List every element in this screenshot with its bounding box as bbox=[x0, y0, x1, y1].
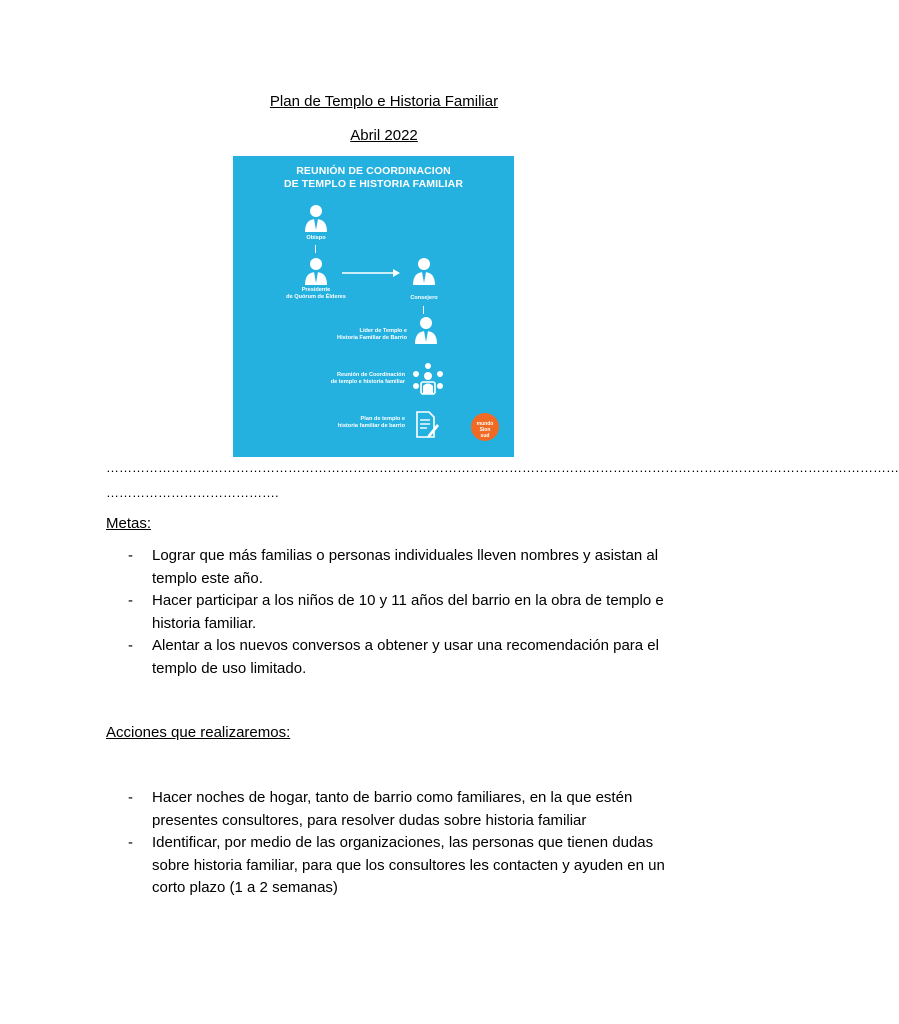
document-title: Plan de Templo e Historia Familiar bbox=[269, 93, 499, 110]
list-dash: - bbox=[128, 789, 133, 806]
action-item bbox=[106, 787, 666, 832]
list-dash: - bbox=[128, 547, 133, 564]
goals-list bbox=[106, 545, 666, 680]
leader-label-line2: Historia Familiar de Barrio bbox=[337, 335, 407, 341]
dotted-separator-line2: …………………………………. bbox=[106, 485, 279, 500]
elders-president-label-line2: de Quórum de Élderes bbox=[286, 294, 346, 300]
action-item-text: Identificar, por medio de las organizaciones, las personas que tienen dudas sobre historia familiar, para que los consultores les contacten y ayuden en un corto plazo (1 a 2 semanas) bbox=[152, 834, 665, 896]
actions-list bbox=[106, 787, 666, 900]
actions-heading: Acciones que realizaremos: bbox=[106, 724, 291, 741]
logo-line2: Sion bbox=[479, 427, 491, 433]
arrow-right-icon bbox=[341, 268, 401, 278]
mundo-sion-logo bbox=[471, 413, 499, 441]
counselor-connector bbox=[423, 306, 424, 314]
coordination-infographic bbox=[233, 156, 514, 457]
plan-label-line1: Plan de templo e bbox=[360, 416, 405, 422]
goal-item bbox=[106, 545, 666, 590]
meeting-label bbox=[293, 372, 405, 386]
meeting-table-icon bbox=[411, 362, 445, 396]
list-dash: - bbox=[128, 834, 133, 851]
list-dash: - bbox=[128, 637, 133, 654]
elders-president-label-line1: Presidente bbox=[301, 287, 331, 293]
dotted-separator-line1: ………………………………………………………………………………………………………………………………………………………………… bbox=[106, 460, 899, 475]
plan-document-icon bbox=[415, 410, 439, 440]
bishop-connector bbox=[315, 245, 316, 253]
goal-item-text: Lograr que más familias o personas individuales lleven nombres y asistan al templo este año. bbox=[152, 547, 659, 587]
goal-item bbox=[106, 590, 666, 635]
plan-label-line2: historia familiar de barrio bbox=[337, 423, 405, 429]
elders-president-person-icon bbox=[303, 257, 329, 285]
meeting-label-line1: Reunión de Coordinación bbox=[336, 372, 405, 378]
plan-label bbox=[293, 416, 405, 430]
bishop-label: Obispo bbox=[306, 235, 326, 241]
counselor-label: Consejero bbox=[410, 295, 438, 301]
infographic-title bbox=[233, 165, 514, 191]
counselor-person-icon bbox=[411, 257, 437, 285]
leader-label-line1: Líder de Templo e bbox=[359, 328, 407, 334]
goal-item-text: Alentar a los nuevos conversos a obtener y usar una recomendación para el templo de uso limitado. bbox=[152, 637, 659, 677]
goal-item-text: Hacer participar a los niños de 10 y 11 años del barrio en la obra de templo e historia familiar. bbox=[152, 592, 664, 632]
action-item-text: Hacer noches de hogar, tanto de barrio como familiares, en la que estén presentes consultores, para resolver dudas sobre historia familiar bbox=[152, 789, 633, 829]
logo-line1: mundo bbox=[476, 421, 494, 427]
logo-line3: sud bbox=[480, 433, 490, 439]
list-dash: - bbox=[128, 592, 133, 609]
bishop-person-icon bbox=[303, 204, 329, 232]
leader-person-icon bbox=[413, 316, 439, 344]
elders-president-label bbox=[263, 287, 369, 301]
goal-item bbox=[106, 635, 666, 680]
meeting-label-line2: de templo e historia familiar bbox=[330, 379, 405, 385]
goals-heading: Metas: bbox=[106, 515, 152, 532]
document-date: Abril 2022 bbox=[350, 127, 418, 144]
infographic-title-line2: DE TEMPLO E HISTORIA FAMILIAR bbox=[283, 178, 464, 190]
infographic-title-line1: REUNIÓN DE COORDINACION bbox=[296, 165, 451, 177]
action-item bbox=[106, 832, 666, 900]
leader-label bbox=[293, 328, 407, 342]
